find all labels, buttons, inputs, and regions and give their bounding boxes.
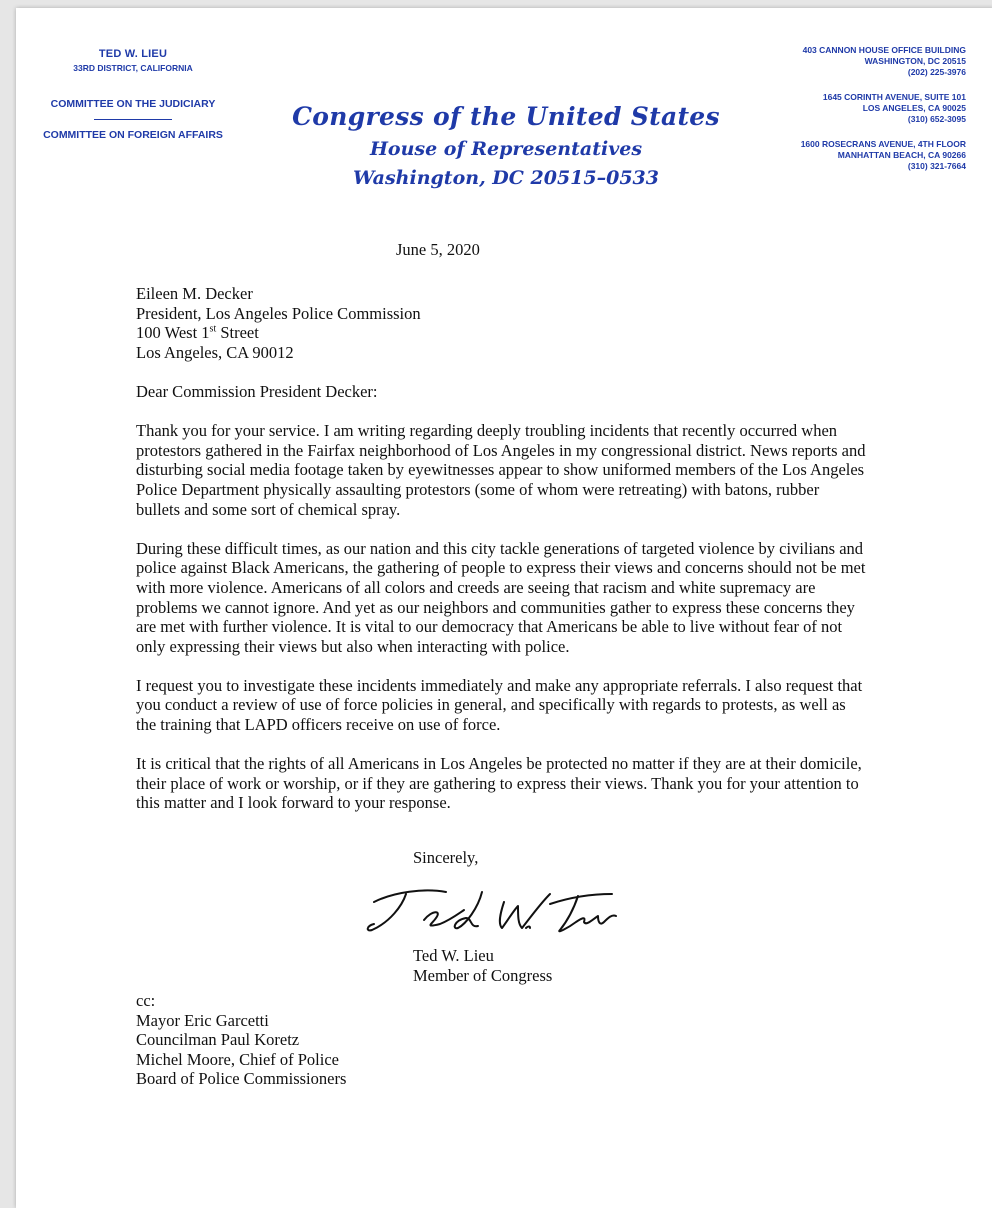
cc-recipient: Councilman Paul Koretz bbox=[136, 1030, 300, 1050]
office-address bbox=[756, 45, 966, 78]
office-line: WASHINGTON, DC 20515 bbox=[864, 56, 966, 66]
signer-title: Member of Congress bbox=[413, 965, 553, 985]
recipient-address bbox=[136, 284, 866, 362]
office-phone: (202) 225-3976 bbox=[907, 67, 966, 77]
cc-recipient: Michel Moore, Chief of Police bbox=[136, 1049, 339, 1069]
cc-list bbox=[136, 991, 346, 1089]
cc-label: cc: bbox=[136, 991, 156, 1010]
closing: Sincerely, bbox=[413, 848, 479, 867]
office-phone: (310) 321-7664 bbox=[907, 161, 966, 171]
letterhead-title: Congress of the United States bbox=[292, 102, 720, 131]
recipient-name: Eileen M. Decker bbox=[136, 284, 253, 303]
letter-date: June 5, 2020 bbox=[396, 240, 480, 259]
letterhead-offices bbox=[756, 45, 966, 186]
office-line: 1600 ROSECRANS AVENUE, 4TH FLOOR bbox=[800, 139, 966, 149]
body-paragraph: I request you to investigate these incidents immediately and make any appropriate referrals. I also request that you conduct a review of use of force policies in general, and specifically with regards to protests, as well as the training that LAPD officers receive on use of force. bbox=[136, 675, 863, 735]
street-name: Street bbox=[216, 323, 259, 343]
body-paragraph: During these difficult times, as our nation and this city tackle generations of targeted violence by civilians and police against Black Americans, the gathering of people to express their views and concerns should not be met with more violence. Americans of all colors and creeds are seeing that racism and white supremacy are problems we cannot ignore. And yet as our neighbors and communities gather to express these concerns they are met with further violence. It is vital to our democracy that Americans be able to live without fear of not only expressing their views but also when interacting with police. bbox=[136, 538, 866, 656]
office-line: 403 CANNON HOUSE OFFICE BUILDING bbox=[802, 45, 966, 55]
letterhead-location: Washington, DC 20515–0533 bbox=[352, 167, 659, 189]
committee-divider bbox=[94, 119, 172, 120]
recipient-city: Los Angeles, CA 90012 bbox=[136, 342, 294, 362]
committee-judiciary: COMMITTEE ON THE JUDICIARY bbox=[50, 98, 216, 110]
signer-name: Ted W. Lieu bbox=[413, 946, 494, 965]
letter-page bbox=[16, 8, 992, 1208]
signature bbox=[354, 880, 624, 947]
office-phone: (310) 652-3095 bbox=[907, 114, 966, 124]
member-district: 33RD DISTRICT, CALIFORNIA bbox=[73, 63, 193, 73]
office-address bbox=[756, 139, 966, 172]
committee-foreign-affairs: COMMITTEE ON FOREIGN AFFAIRS bbox=[43, 129, 223, 141]
body-paragraph: It is critical that the rights of all Americans in Los Angeles be protected no matter if they are at their domicile, their place of work or worship, or if they are gathering to express their views. Thank you for your attention to this matter and I look forward to your response. bbox=[136, 754, 862, 813]
signer-block bbox=[413, 946, 552, 985]
office-address bbox=[756, 92, 966, 125]
salutation: Dear Commission President Decker: bbox=[136, 381, 378, 401]
body-paragraph: Thank you for your service. I am writing regarding deeply troubling incidents that recently occurred when protestors gathered in the Fairfax neighborhood of Los Angeles in my congressional district. News reports and disturbing social media footage taken by eyewitnesses appear to show uniformed members of the Los Angeles Police Department physically assaulting protestors (some of whom were retreating) with batons, rubber bullets and some sort of chemical spray. bbox=[136, 421, 866, 519]
recipient-street bbox=[136, 323, 866, 343]
street-number: 100 West 1 bbox=[136, 323, 210, 343]
office-line: 1645 CORINTH AVENUE, SUITE 101 bbox=[822, 92, 966, 102]
cc-recipient: Board of Police Commissioners bbox=[136, 1069, 347, 1089]
letterhead-left bbox=[38, 48, 228, 142]
office-line: MANHATTAN BEACH, CA 90266 bbox=[837, 150, 966, 160]
recipient-title: President, Los Angeles Police Commission bbox=[136, 303, 421, 323]
office-line: LOS ANGELES, CA 90025 bbox=[862, 103, 966, 113]
member-name: TED W. LIEU bbox=[98, 48, 168, 60]
letter-body bbox=[136, 284, 866, 813]
letterhead-subtitle: House of Representatives bbox=[369, 138, 643, 160]
cc-recipient: Mayor Eric Garcetti bbox=[136, 1010, 269, 1030]
letterhead-center bbox=[256, 102, 756, 189]
street-ordinal: st bbox=[209, 323, 217, 335]
